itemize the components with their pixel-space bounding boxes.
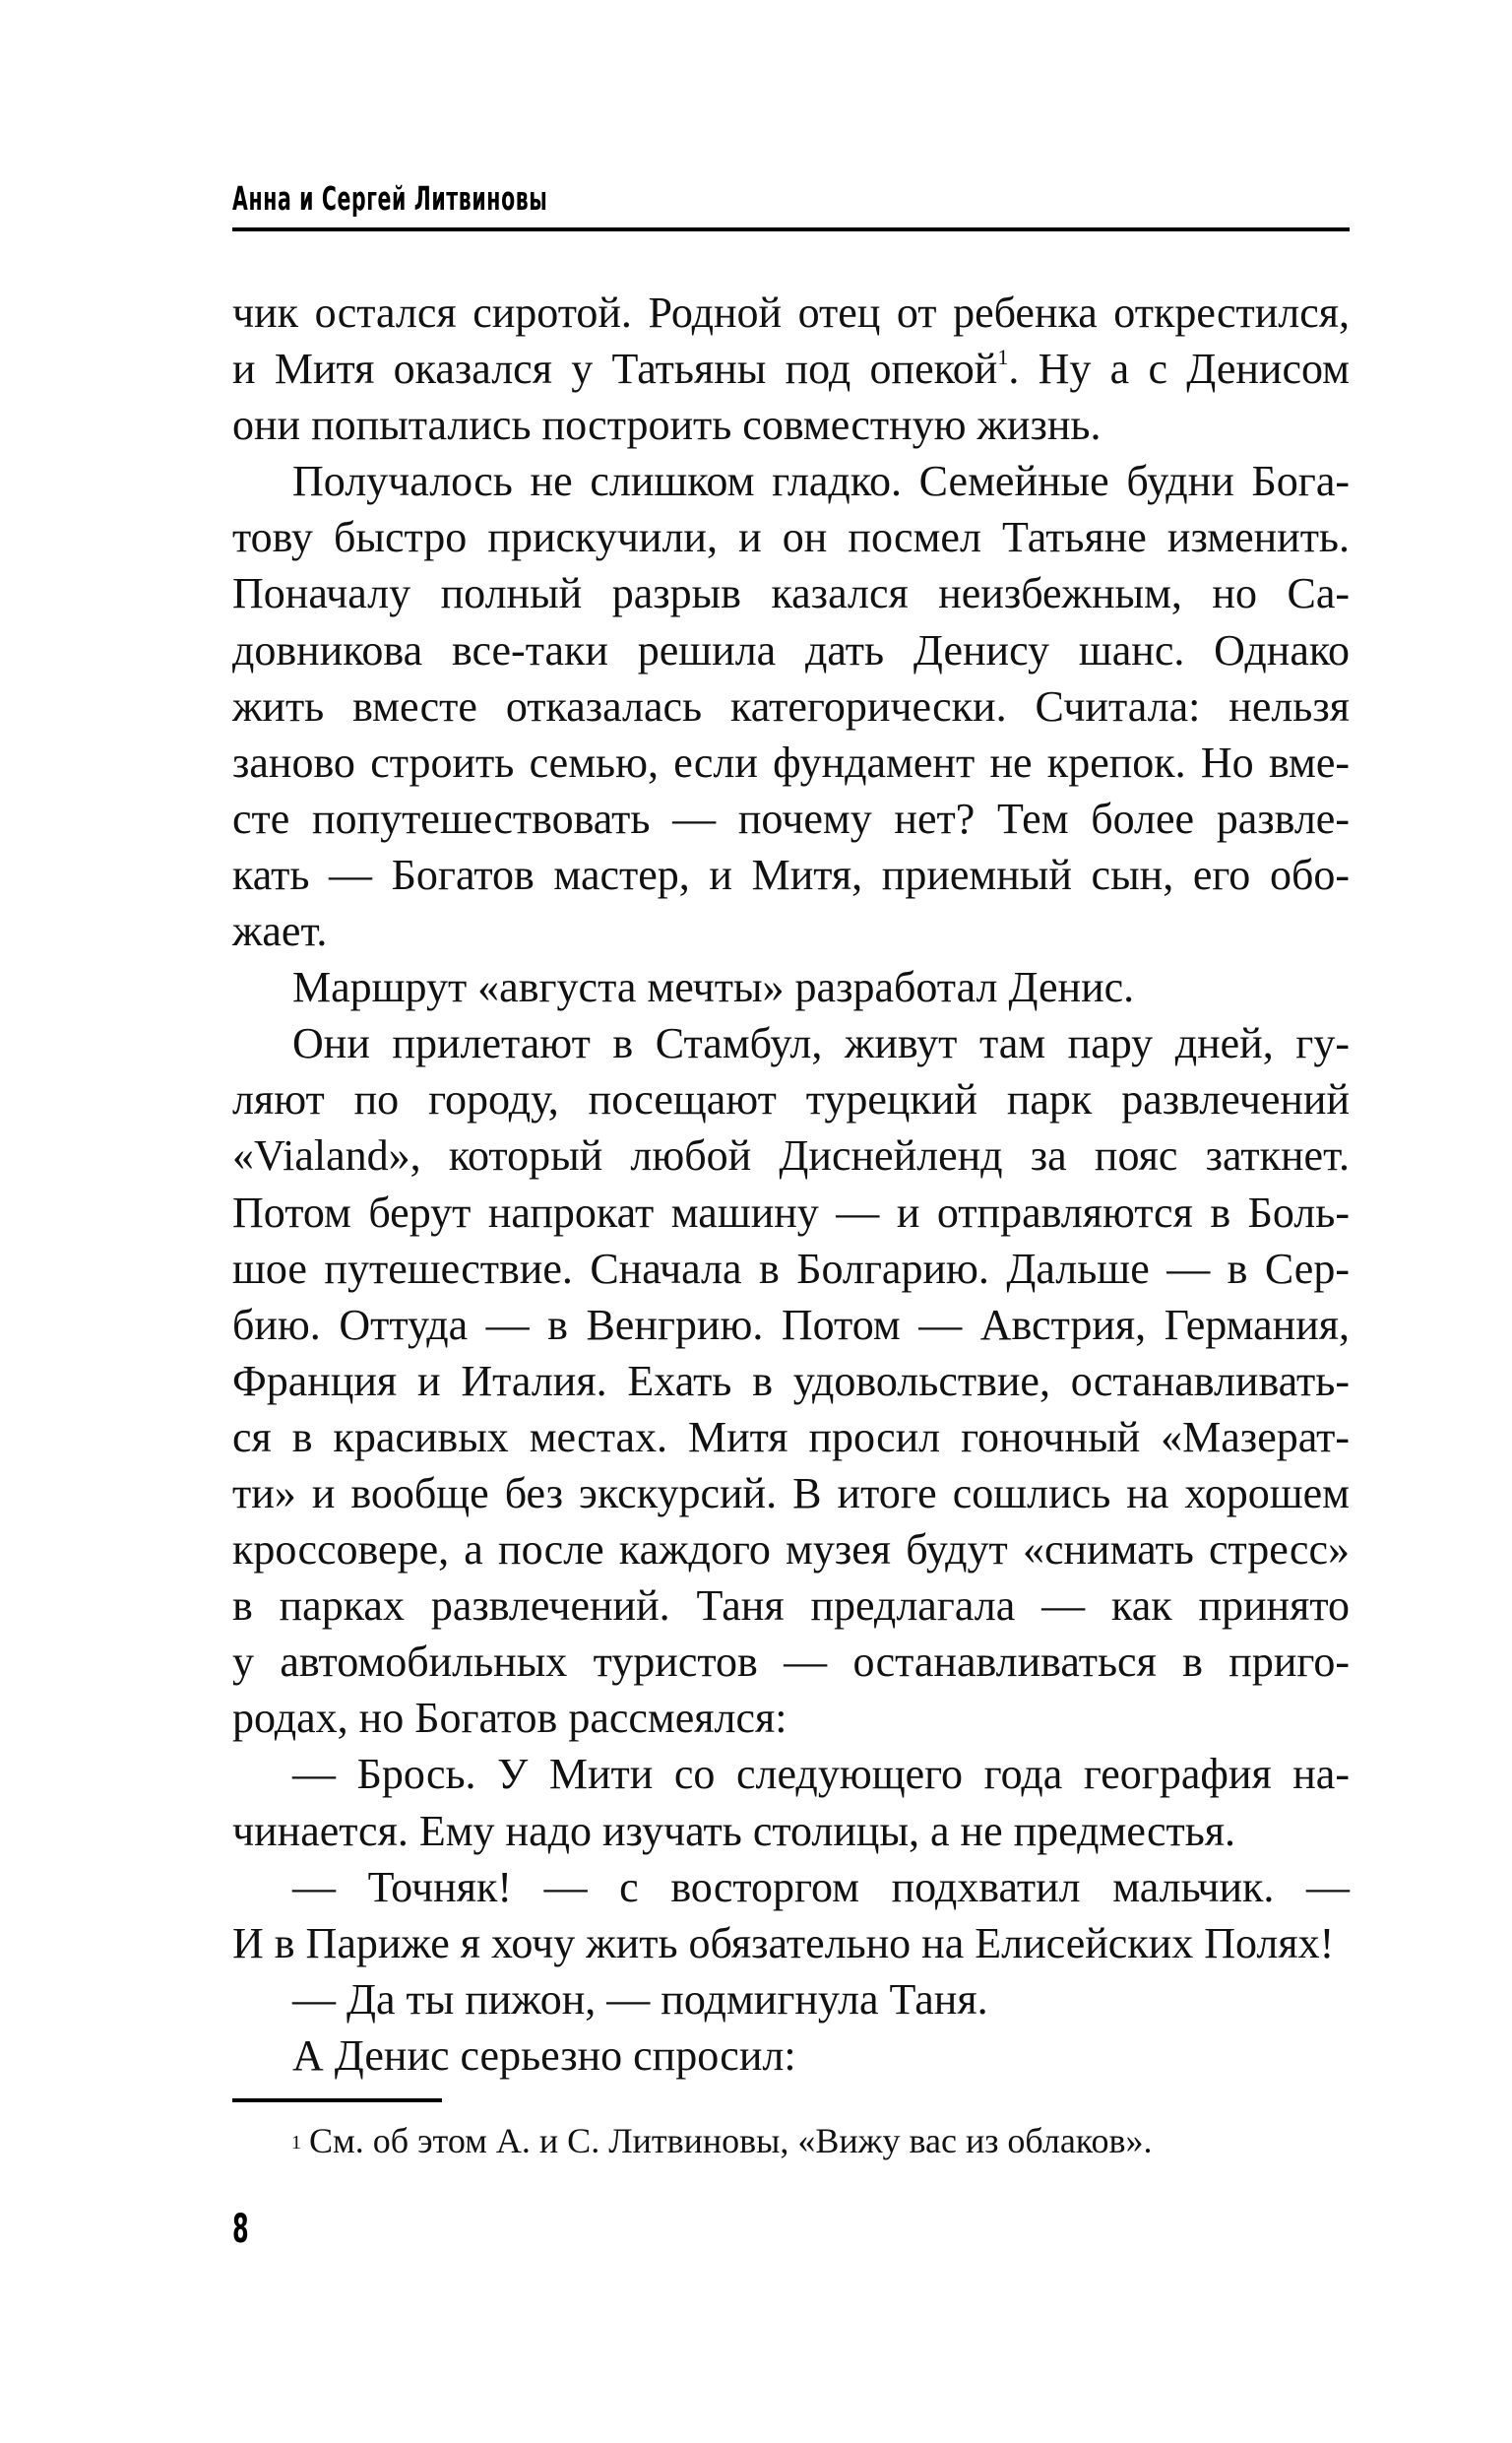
text-fragment: . Ну а с Денисом: [1008, 345, 1350, 394]
text-line: А Денис серьезно спросил:: [292, 2030, 796, 2080]
text-line: довникова все-таки решила дать Денису шанс. Однако: [232, 625, 1350, 675]
body-text: [232, 285, 1350, 2084]
text-line: бию. Оттуда — в Венгрию. Потом — Австрия, Германия,: [232, 1300, 1350, 1349]
text-line: Потом берут напрокат машину — и отправляются в Боль-: [232, 1188, 1350, 1237]
text-line: — Да ты пижон, — подмигнула Таня.: [292, 1974, 988, 2024]
text-line: И в Париже я хочу жить обязательно на Елисейских Полях!: [232, 1918, 1335, 1967]
text-line: жить вместе отказалась категорически. Считала: нельзя: [232, 681, 1350, 731]
footnote: [291, 2119, 1276, 2162]
footnote-marker: 1: [291, 2132, 301, 2154]
text-line: они попытались построить совместную жизнь.: [232, 401, 1102, 450]
text-line: Маршрут «августа мечты» разработал Денис.: [292, 963, 1135, 1012]
text-line: тову быстро прискучили, и он посмел Татьяне изменить.: [232, 513, 1350, 562]
text-line: у автомобильных туристов — останавливаться в приго-: [232, 1638, 1350, 1687]
text-line: жает.: [232, 907, 328, 956]
text-line: ся в красивых местах. Митя просил гоночный «Мазерат-: [232, 1412, 1350, 1461]
page-number: 8: [232, 2207, 249, 2252]
text-line: Франция и Италия. Ехать в удовольствие, останавливать-: [232, 1356, 1350, 1405]
text-line: шое путешествие. Сначала в Болгарию. Дальше — в Сер-: [232, 1244, 1350, 1293]
text-line: «Vialand», который любой Диснейленд за пояс заткнет.: [232, 1131, 1350, 1181]
text-line: Получалось не слишком гладко. Семейные будни Бога-: [292, 457, 1350, 506]
header-rule: [232, 227, 1350, 231]
footnote-reference[interactable]: 1: [997, 345, 1009, 370]
text-line: — Точняк! — с восторгом подхватил мальчик. —: [292, 1862, 1350, 1911]
text-line: — Брось. У Мити со следующего года география на-: [292, 1750, 1350, 1799]
text-line: сте попутешествовать — почему нет? Тем более развле-: [232, 794, 1350, 843]
author-names: Анна и Сергей Литвиновы: [232, 179, 548, 218]
text-line: Они прилетают в Стамбул, живут там пару дней, гу-: [292, 1019, 1350, 1068]
text-line: чинается. Ему надо изучать столицы, а не предместья.: [232, 1806, 1236, 1855]
text-fragment: и Митя оказался у Татьяны под опекой: [232, 345, 998, 394]
footnote-text: См. об этом А. и С. Литвиновы, «Вижу вас из облаков».: [309, 2121, 1153, 2160]
text-line: Поначалу полный разрыв казался неизбежным, но Са-: [232, 569, 1350, 618]
text-line: ти» и вообще без экскурсий. В итоге сошлись на хорошем: [232, 1468, 1350, 1517]
text-line: [232, 341, 1350, 397]
text-line: кроссовере, а после каждого музея будут «снимать стресс»: [232, 1525, 1350, 1575]
footnote-rule: [232, 2098, 442, 2102]
text-line: ляют по городу, посещают турецкий парк развлечений: [232, 1075, 1350, 1125]
text-line: кать — Богатов мастер, и Митя, приемный сын, его обо-: [232, 850, 1350, 899]
text-line: в парках развлечений. Таня предлагала — как принято: [232, 1581, 1350, 1631]
running-head: [232, 177, 1350, 217]
text-line: чик остался сиротой. Родной отец от ребенка открестился,: [232, 289, 1350, 337]
text-line: заново строить семью, если фундамент не крепок. Но вме-: [232, 738, 1350, 787]
text-line: родах, но Богатов рассмеялся:: [232, 1694, 788, 1743]
